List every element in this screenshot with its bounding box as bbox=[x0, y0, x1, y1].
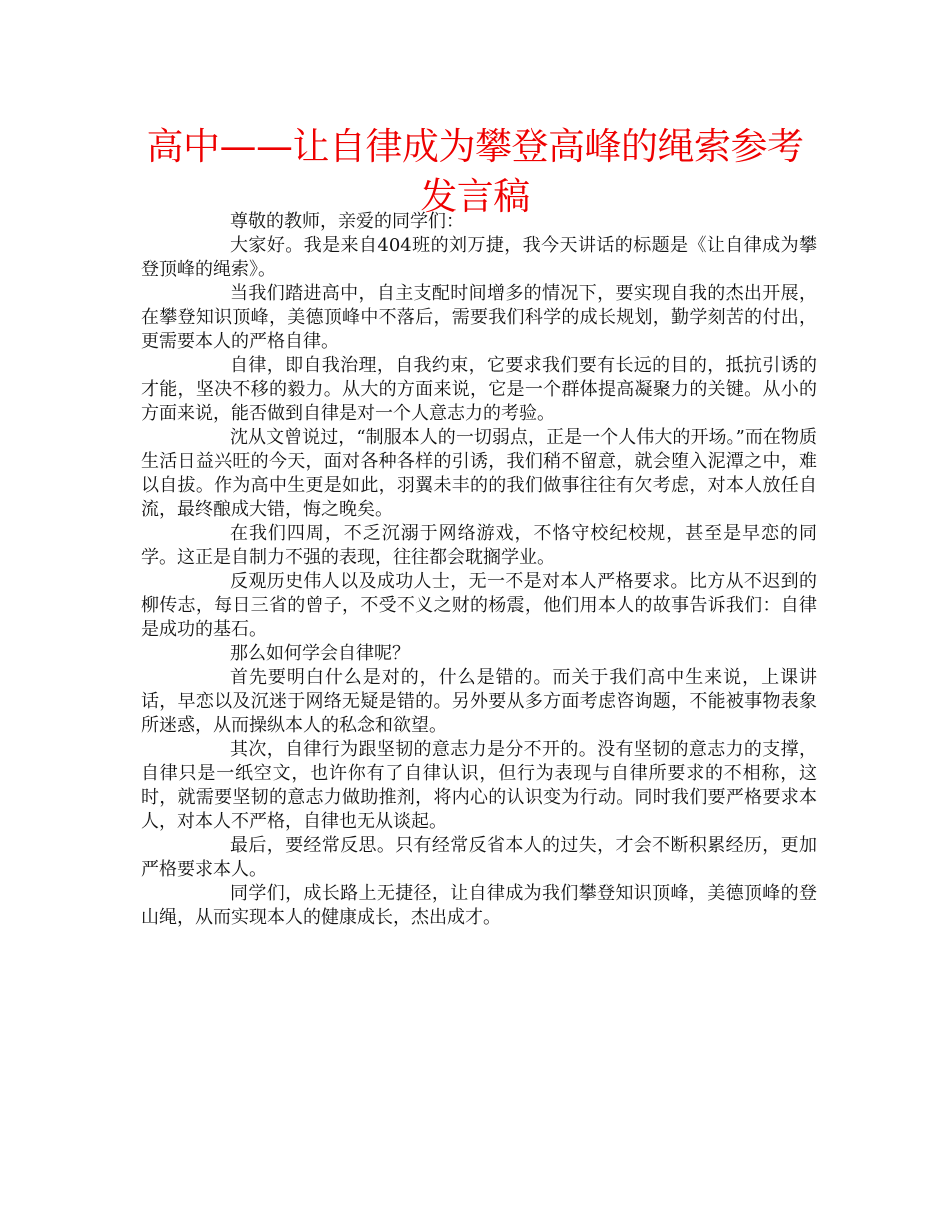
paragraph-salutation: 尊敬的教师，亲爱的同学们： bbox=[230, 211, 464, 232]
paragraph: 自律，即自我治理，自我约束，它要求我们要有长远的目的，抵抗引诱的才能，坚决不移的毅力。从大的方面来说，它是一个群体提高凝聚力的关键。从小的方面来说，能否做到自律是对一个人意志力的考验。 bbox=[141, 355, 817, 424]
document-body bbox=[141, 210, 817, 930]
paragraph: 首先要明白什么是对的，什么是错的。而关于我们高中生来说，上课讲话，早恋以及沉迷于网络无疑是错的。另外要从多方面考虑咨询题，不能被事物表象所迷惑，从而操纵本人的私念和欲望。 bbox=[141, 667, 817, 736]
paragraph: 那么如何学会自律呢？ bbox=[230, 643, 410, 664]
paragraph: 反观历史伟人以及成功人士，无一不是对本人严格要求。比方从不迟到的柳传志，每日三省的曾子，不受不义之财的杨震，他们用本人的故事告诉我们：自律是成功的基石。 bbox=[141, 571, 817, 640]
document-title: 高中——让自律成为攀登高峰的绳索参考发言稿 bbox=[146, 125, 804, 218]
paragraph-closing: 同学们，成长路上无捷径，让自律成为我们攀登知识顶峰，美德顶峰的登山绳，从而实现本人的健康成长，杰出成才。 bbox=[141, 883, 817, 928]
paragraph: 沈从文曾说过，“制服本人的一切弱点，正是一个人伟大的开场。”而在物质生活日益兴旺的今天，面对各种各样的引诱，我们稍不留意，就会堕入泥潭之中，难以自拔。作为高中生更是如此，羽翼未丰的的我们做事往往有欠考虑，对本人放任自流，最终酿成大错，悔之晚矣。 bbox=[141, 427, 817, 520]
paragraph: 大家好。我是来自404班的刘万捷，我今天讲话的标题是《让自律成为攀登顶峰的绳索》。 bbox=[141, 235, 817, 280]
paragraph: 最后，要经常反思。只有经常反省本人的过失，才会不断积累经历，更加严格要求本人。 bbox=[141, 835, 817, 880]
paragraph: 在我们四周，不乏沉溺于网络游戏，不恪守校纪校规，甚至是早恋的同学。这正是自制力不强的表现，往往都会耽搁学业。 bbox=[141, 523, 817, 568]
paragraph: 当我们踏进高中，自主支配时间增多的情况下，要实现自我的杰出开展，在攀登知识顶峰，美德顶峰中不落后，需要我们科学的成长规划，勤学刻苦的付出，更需要本人的严格自律。 bbox=[141, 283, 817, 352]
paragraph: 其次，自律行为跟坚韧的意志力是分不开的。没有坚韧的意志力的支撑，自律只是一纸空文，也许你有了自律认识，但行为表现与自律所要求的不相称，这时，就需要坚韧的意志力做助推剂，将内心的认识变为行动。同时我们要严格要求本人，对本人不严格，自律也无从谈起。 bbox=[141, 739, 817, 832]
